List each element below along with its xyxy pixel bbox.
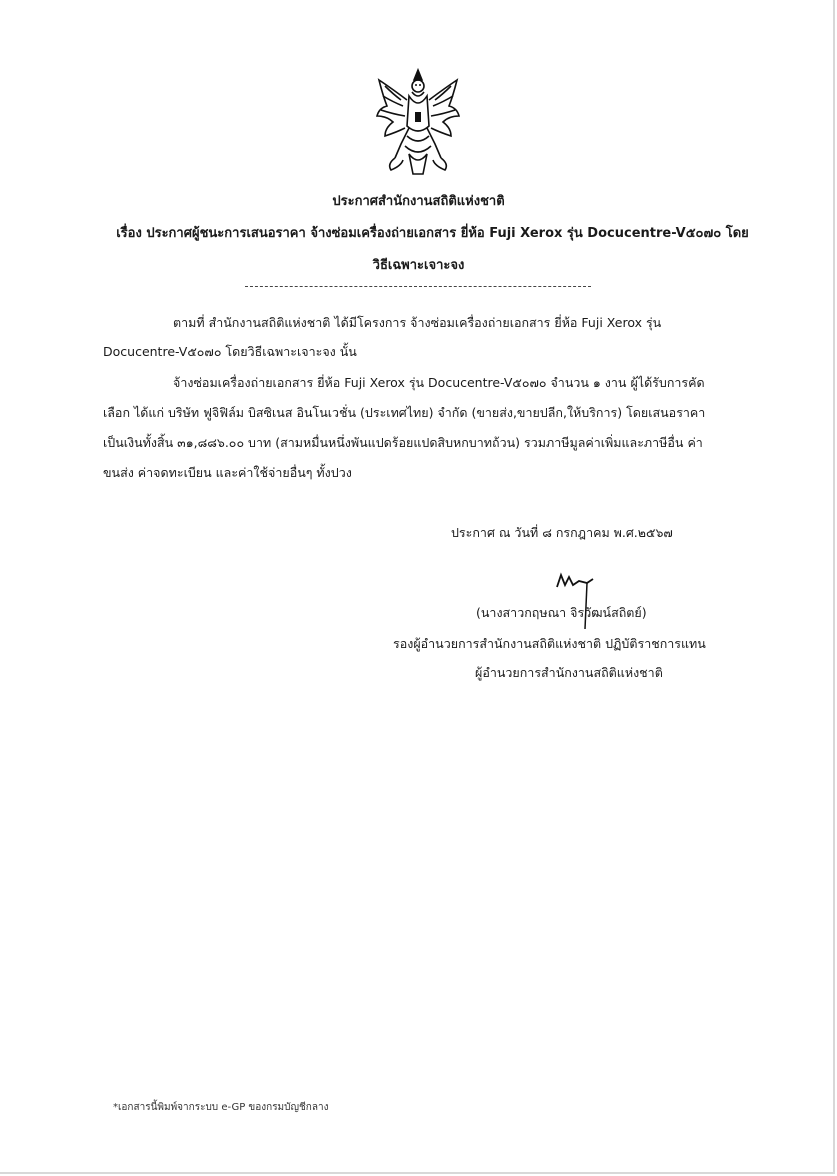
signer-position-line-1: รองผู้อำนวยการสำนักงานสถิติแห่งชาติ ปฏิบัติราชการแทน <box>393 636 706 651</box>
announcement-subject-line-1: เรื่อง ประกาศผู้ชนะการเสนอราคา จ้างซ่อมเครื่องถ่ายเอกสาร ยี่ห้อ Fuji Xerox รุ่น Docucentre-V๕๐๗๐ โดย <box>116 226 749 241</box>
signer-name: (นางสาวกฤษณา จิรวัฒน์สถิตย์) <box>476 605 647 620</box>
paragraph-2-line-4: ขนส่ง ค่าจดทะเบียน และค่าใช้จ่ายอื่นๆ ทั้งปวง <box>103 465 352 480</box>
announcement-subject-line-2: วิธีเฉพาะเจาะจง <box>372 258 465 273</box>
paragraph-1-line-1: ตามที่ สำนักงานสถิติแห่งชาติ ได้มีโครงการ จ้างซ่อมเครื่องถ่ายเอกสาร ยี่ห้อ Fuji Xerox รุ่น <box>173 315 662 330</box>
announcement-date: ประกาศ ณ วันที่ ๘ กรกฎาคม พ.ศ.๒๕๖๗ <box>451 525 673 540</box>
signer-position-line-2: ผู้อำนวยการสำนักงานสถิติแห่งชาติ <box>475 665 663 680</box>
separator-line <box>245 286 591 287</box>
garuda-emblem <box>373 66 463 178</box>
paragraph-2-line-3: เป็นเงินทั้งสิ้น ๓๑,๘๘๖.๐๐ บาท (สามหมื่นหนึ่งพันแปดร้อยแปดสิบหกบาทถ้วน) รวมภาษีมูลค่าเพิ่มและภาษีอื่น ค่า <box>103 435 703 450</box>
announcement-title: ประกาศสำนักงานสถิติแห่งชาติ <box>332 194 505 209</box>
paragraph-2-line-2: เลือก ได้แก่ บริษัท ฟูจิฟิล์ม บิสซิเนส อินโนเวชั่น (ประเทศไทย) จำกัด (ขายส่ง,ขายปลีก,ให้บริการ) โดยเสนอราคา <box>103 405 706 420</box>
footer-note: *เอกสารนี้พิมพ์จากระบบ e-GP ของกรมบัญชีกลาง <box>113 1102 329 1113</box>
paragraph-2-line-1: จ้างซ่อมเครื่องถ่ายเอกสาร ยี่ห้อ Fuji Xerox รุ่น Docucentre-V๕๐๗๐ จำนวน ๑ งาน ผู้ได้รับการคัด <box>173 375 705 390</box>
paragraph-1-line-2: Docucentre-V๕๐๗๐ โดยวิธีเฉพาะเจาะจง นั้น <box>103 344 357 359</box>
